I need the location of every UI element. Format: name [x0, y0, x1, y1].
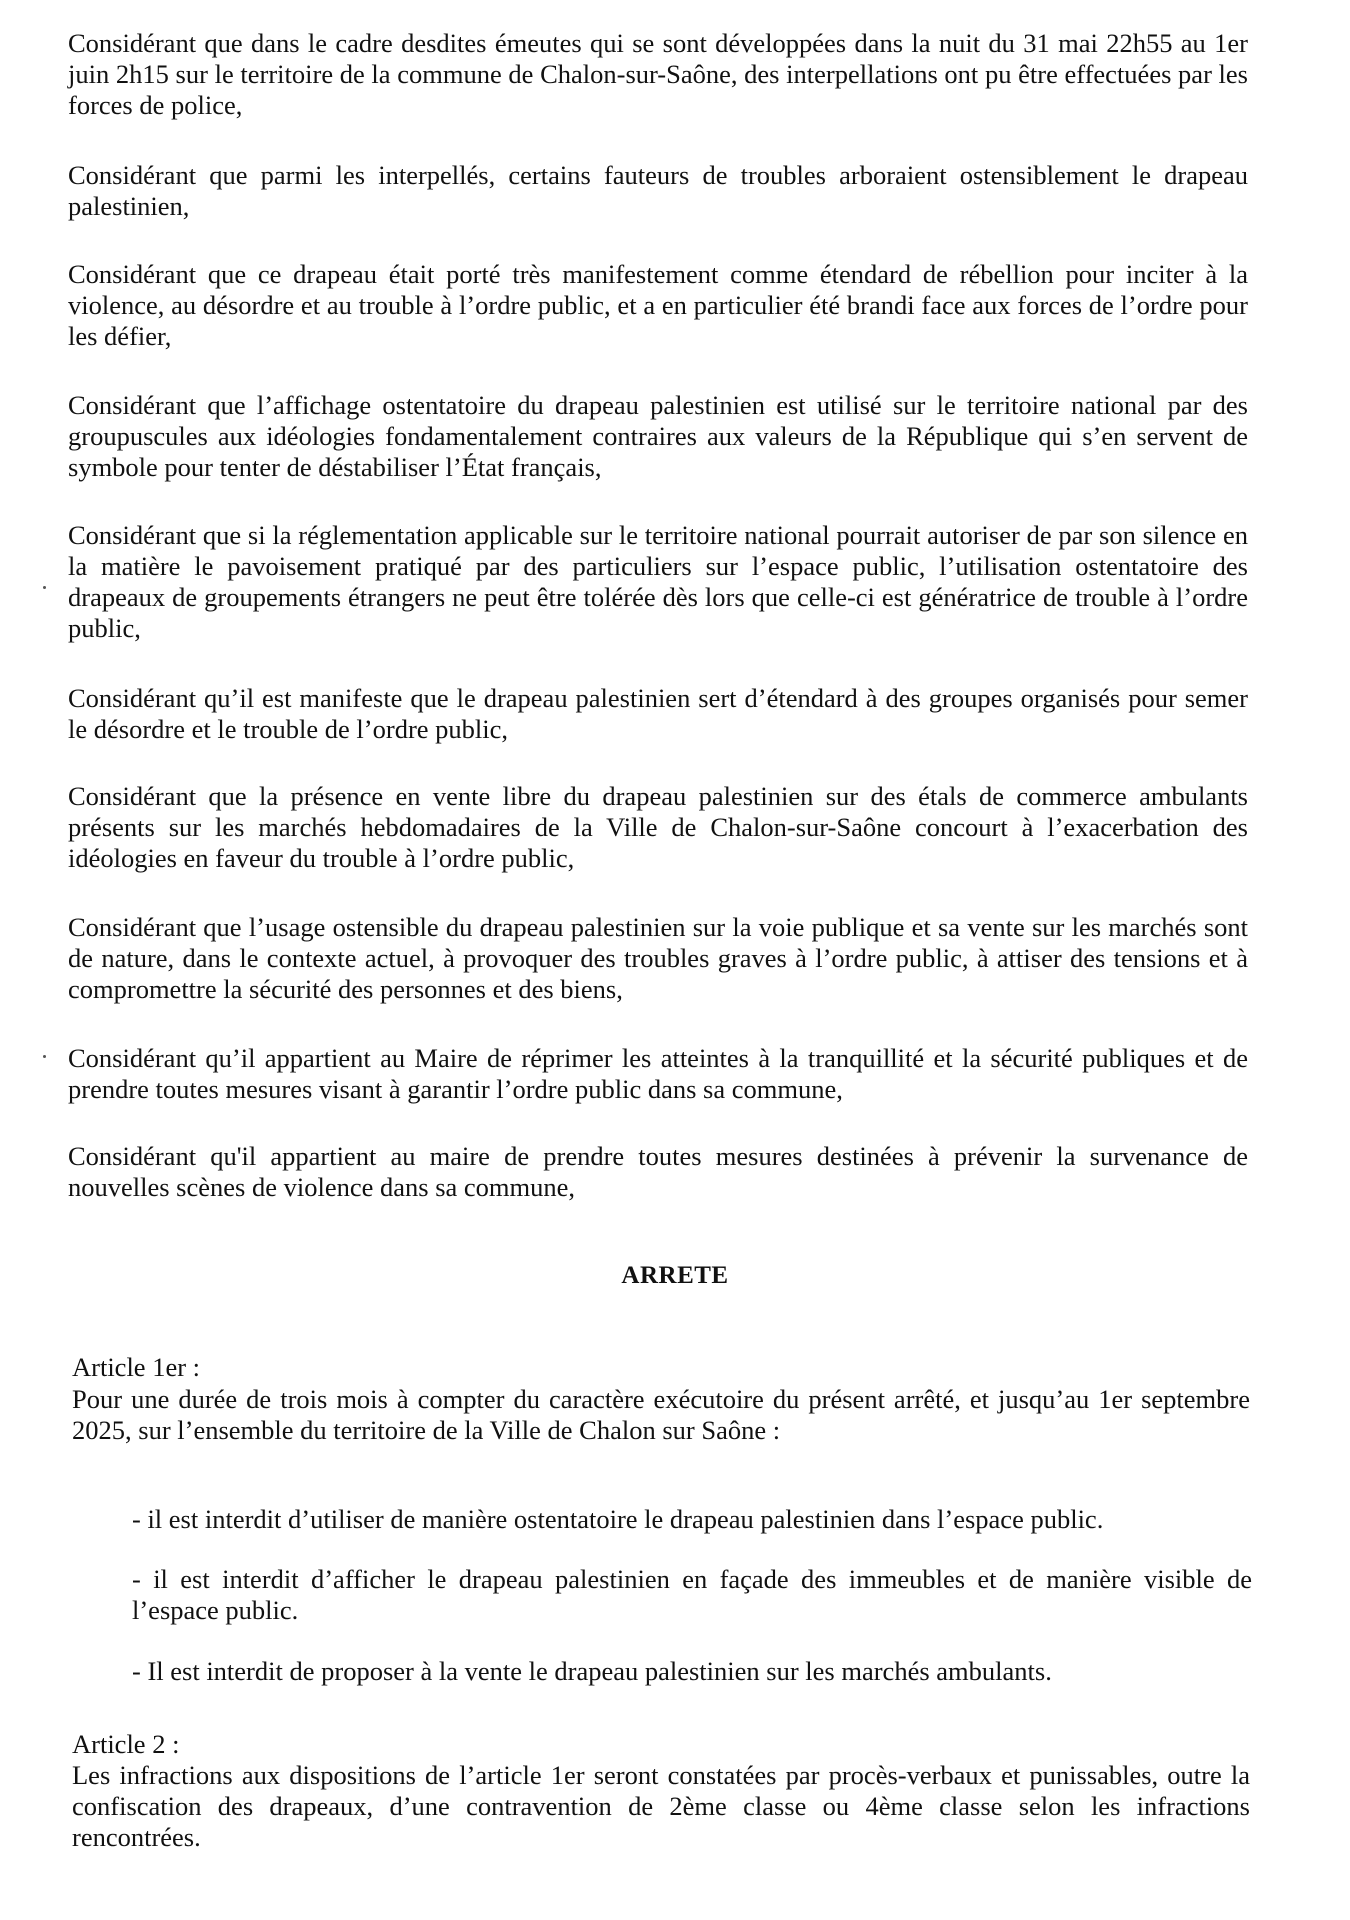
article-1-title: Article 1er :: [72, 1352, 201, 1382]
considerant-8: Considérant que l’usage ostensible du drapeau palestinien sur la voie publique et sa vente sur les marchés sont de nature, dans le contexte actuel, à provoquer des troubles graves à l’ordre public, à attiser des tensions et à compromettre la sécurité des personnes et des biens,: [68, 912, 1248, 1004]
considerant-6: Considérant qu’il est manifeste que le drapeau palestinien sert d’étendard à des groupes organisés pour semer le désordre et le trouble de l’ordre public,: [68, 683, 1248, 744]
decree-heading: ARRETE: [621, 1262, 729, 1289]
article-1-item: - il est interdit d’afficher le drapeau palestinien en façade des immeubles et de manière visible de l’espace public.: [132, 1564, 1252, 1625]
article-1-intro: Pour une durée de trois mois à compter du caractère exécutoire du présent arrêté, et jusqu’au 1er septembre 2025, sur l’ensemble du territoire de la Ville de Chalon sur Saône :: [72, 1384, 1250, 1445]
considerant-3: Considérant que ce drapeau était porté très manifestement comme étendard de rébellion pour inciter à la violence, au désordre et au trouble à l’ordre public, et a en particulier été brandi face aux forces de l’ordre pour les défier,: [68, 259, 1248, 351]
considerant-4: Considérant que l’affichage ostentatoire du drapeau palestinien est utilisé sur le territoire national par des groupuscules aux idéologies fondamentalement contraires aux valeurs de la République qui s’en servent de symbole pour tenter de déstabiliser l’État français,: [68, 390, 1248, 482]
margin-mark: [43, 1055, 46, 1058]
considerant-2: Considérant que parmi les interpellés, certains fauteurs de troubles arboraient ostensiblement le drapeau palestinien,: [68, 160, 1248, 221]
considerant-7: Considérant que la présence en vente libre du drapeau palestinien sur des étals de commerce ambulants présents sur les marchés hebdomadaires de la Ville de Chalon-sur-Saône concourt à l’exacerbation des idéologies en faveur du trouble à l’ordre public,: [68, 781, 1248, 873]
considerant-5: Considérant que si la réglementation applicable sur le territoire national pourrait autoriser de par son silence en la matière le pavoisement pratiqué par des particuliers sur l’espace public, l’utilisation ostentatoire des drapeaux de groupements étrangers ne peut être tolérée dès lors que celle-ci est génératrice de trouble à l’ordre public,: [68, 520, 1248, 643]
article-2-title: Article 2 :: [72, 1729, 180, 1759]
article-1-item: - il est interdit d’utiliser de manière ostentatoire le drapeau palestinien dans l’espace public.: [132, 1504, 1104, 1534]
article-2-body: Les infractions aux dispositions de l’article 1er seront constatées par procès-verbaux et punissables, outre la confiscation des drapeaux, d’une contravention de 2ème classe ou 4ème classe selon les infractions rencontrées.: [72, 1760, 1250, 1852]
article-1-item: - Il est interdit de proposer à la vente le drapeau palestinien sur les marchés ambulants.: [132, 1656, 1052, 1686]
considerant-1: Considérant que dans le cadre desdites émeutes qui se sont développées dans la nuit du 31 mai 22h55 au 1er juin 2h15 sur le territoire de la commune de Chalon-sur-Saône, des interpellations ont pu être effectuées par les forces de police,: [68, 28, 1248, 120]
considerant-9: Considérant qu’il appartient au Maire de réprimer les atteintes à la tranquillité et la sécurité publiques et de prendre toutes mesures visant à garantir l’ordre public dans sa commune,: [68, 1043, 1248, 1104]
considerant-10: Considérant qu'il appartient au maire de prendre toutes mesures destinées à prévenir la survenance de nouvelles scènes de violence dans sa commune,: [68, 1141, 1248, 1202]
margin-mark: [43, 586, 46, 589]
